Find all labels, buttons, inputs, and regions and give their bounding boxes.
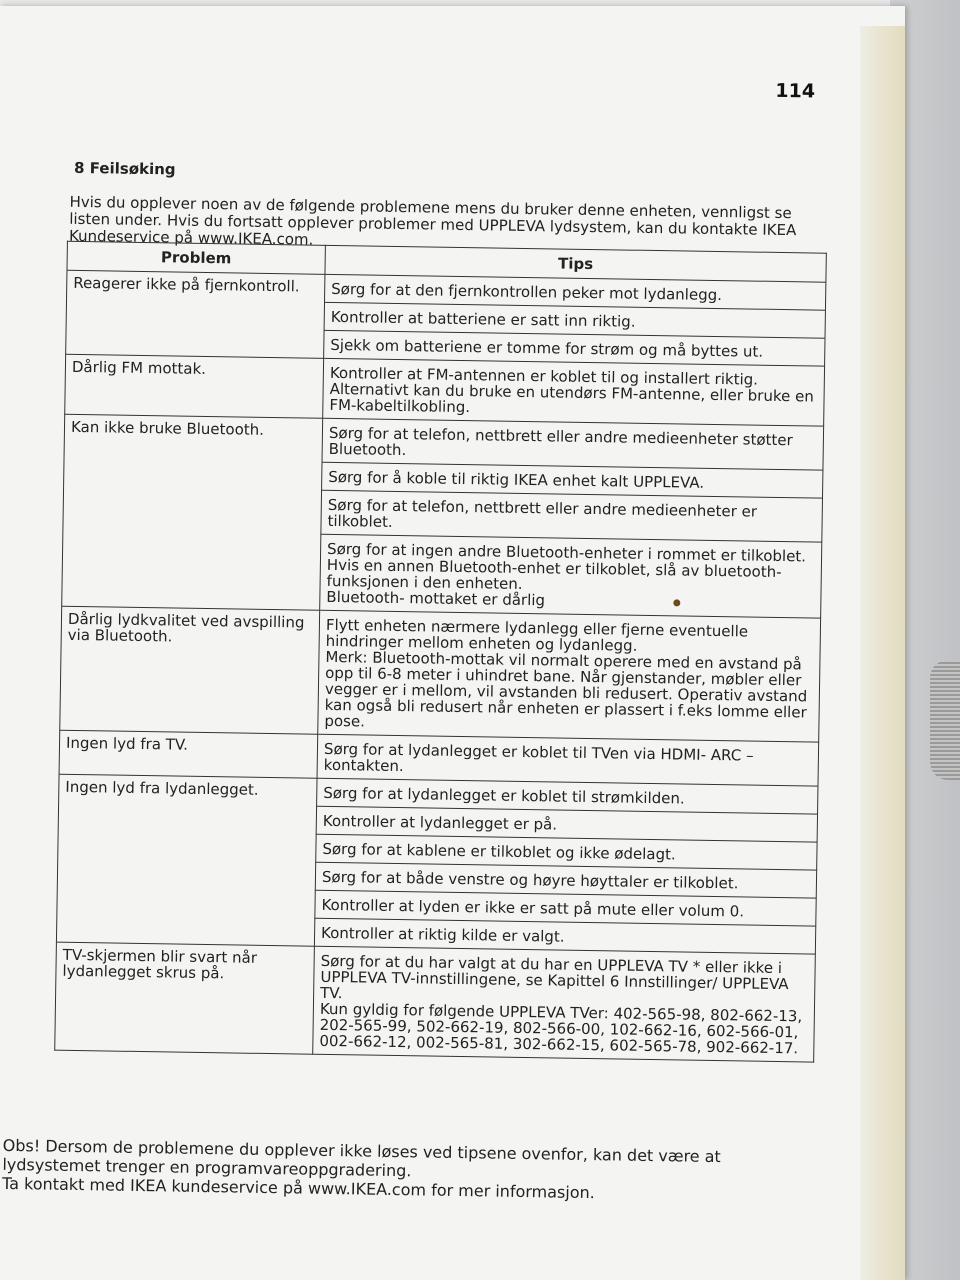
- tip-cell: Sørg for at lydanlegget er koblet til TVen via HDMI- ARC –kontakten.: [317, 734, 819, 786]
- tip-cell: Sørg for at du har valgt at du har en UPPLEVA TV * eller ikke i UPPLEVA TV-innstillingene, se Kapittel 6 Innstillinger/ UPPLEVA TV. Kun gyldig for følgende UPPLEVA TVer: 402-565-98, 802-662-13, 202-565-99, 502-662-19, 802-566-00, 102-662-16, 602-566-01, 002-662-12, 002-565-81, 302-662-15, 602-565-78, 902-662-17.: [313, 946, 816, 1062]
- problem-cell: Kan ikke bruke Bluetooth.: [62, 414, 323, 610]
- tip-cell: Sørg for at telefon, nettbrett eller andre medieenheter er tilkoblet.: [321, 490, 823, 542]
- tip-cell: Sørg for at telefon, nettbrett eller andre medieenheter støtter Bluetooth.: [322, 418, 824, 470]
- tip-cell: Flytt enheten nærmere lydanlegg eller fjerne eventuelle hindringer mellom enheten og lydanlegg. Merk: Bluetooth-mottak vil normalt operere med en avstand på opp til 6-8 meter i uhindret bane. Når gjenstander, møbler eller vegger er i mellom, vil avstanden bli redusert. Operativ avstand kan også bli redusert når enheten er plassert i f.eks lomme eller pose.: [318, 610, 821, 742]
- page-edge: [860, 26, 905, 1280]
- tip-cell: Sørg for at både venstre og høyre høyttaler er tilkoblet.: [315, 862, 816, 898]
- page-content: [1, 46, 860, 1279]
- stain-mark: [673, 599, 680, 606]
- tip-cell: Sørg for at ingen andre Bluetooth-enheter i rommet er tilkoblet. Hvis en annen Bluetooth-enhet er tilkoblet, slå av bluetooth-funksjonen i den enheten. Bluetooth- mottaket er dårlig: [320, 534, 822, 618]
- troubleshooting-table: [54, 241, 827, 1063]
- intro-paragraph: Hvis du opplever noen av de følgende problemene mens du bruker denne enheten, vennligst se listen under. Hvis du fortsatt opplever problemer med UPPLEVA lydsystem, kan du kontakte IKEA Kundeservice på www.IKEA.com.: [68, 192, 797, 249]
- tip-cell: Kontroller at lydanlegget er på.: [316, 806, 817, 842]
- tip-cell: Sørg for å koble til riktig IKEA enhet kalt UPPLEVA.: [322, 462, 823, 498]
- table-body: [55, 270, 826, 1062]
- tip-cell: Sørg for at lydanlegget er koblet til strømkilden.: [317, 778, 818, 814]
- manual-page: [0, 6, 905, 1280]
- page-number: 114: [775, 79, 816, 103]
- section-title: 8 Feilsøking: [73, 158, 176, 179]
- fabric-object: [930, 660, 960, 780]
- problem-cell: Ingen lyd fra lydanlegget.: [56, 774, 317, 946]
- problem-cell: Dårlig lydkvalitet ved avspilling via Bluetooth.: [60, 606, 320, 734]
- tip-cell: Sørg for at kablene er tilkoblet og ikke ødelagt.: [316, 834, 817, 870]
- tip-cell: Kontroller at FM-antennen er koblet til og installert riktig. Alternativt kan du bruke en utendørs FM-antenne, eller bruke en FM-kabeltilkobling.: [323, 358, 825, 426]
- problem-cell: Reagerer ikke på fjernkontroll.: [66, 270, 325, 358]
- header-problem: Problem: [67, 241, 325, 274]
- tip-cell: Kontroller at lyden er ikke er satt på mute eller volum 0.: [315, 890, 816, 926]
- tip-cell: Kontroller at batteriene er satt inn riktig.: [324, 302, 825, 338]
- problem-cell: TV-skjermen blir svart når lydanlegget skrus på.: [55, 942, 315, 1054]
- table-row: [60, 606, 821, 742]
- header-tips: Tips: [325, 245, 826, 282]
- table-row: [55, 942, 816, 1062]
- tip-cell: Kontroller at riktig kilde er valgt.: [314, 918, 815, 954]
- footer-note: Obs! Dersom de problemene du opplever ikke løses ved tipsene ovenfor, kan det være at lydsystemet trenger en programvareoppgradering. Ta kontakt med IKEA kundeservice på www.IKEA.com for mer informasjon.: [1, 1135, 721, 1203]
- tip-cell: Sørg for at den fjernkontrollen peker mot lydanlegg.: [325, 274, 826, 310]
- problem-cell: Dårlig FM mottak.: [65, 354, 324, 418]
- tip-cell: Sjekk om batteriene er tomme for strøm og må byttes ut.: [324, 330, 825, 366]
- problem-cell: Ingen lyd fra TV.: [59, 730, 318, 778]
